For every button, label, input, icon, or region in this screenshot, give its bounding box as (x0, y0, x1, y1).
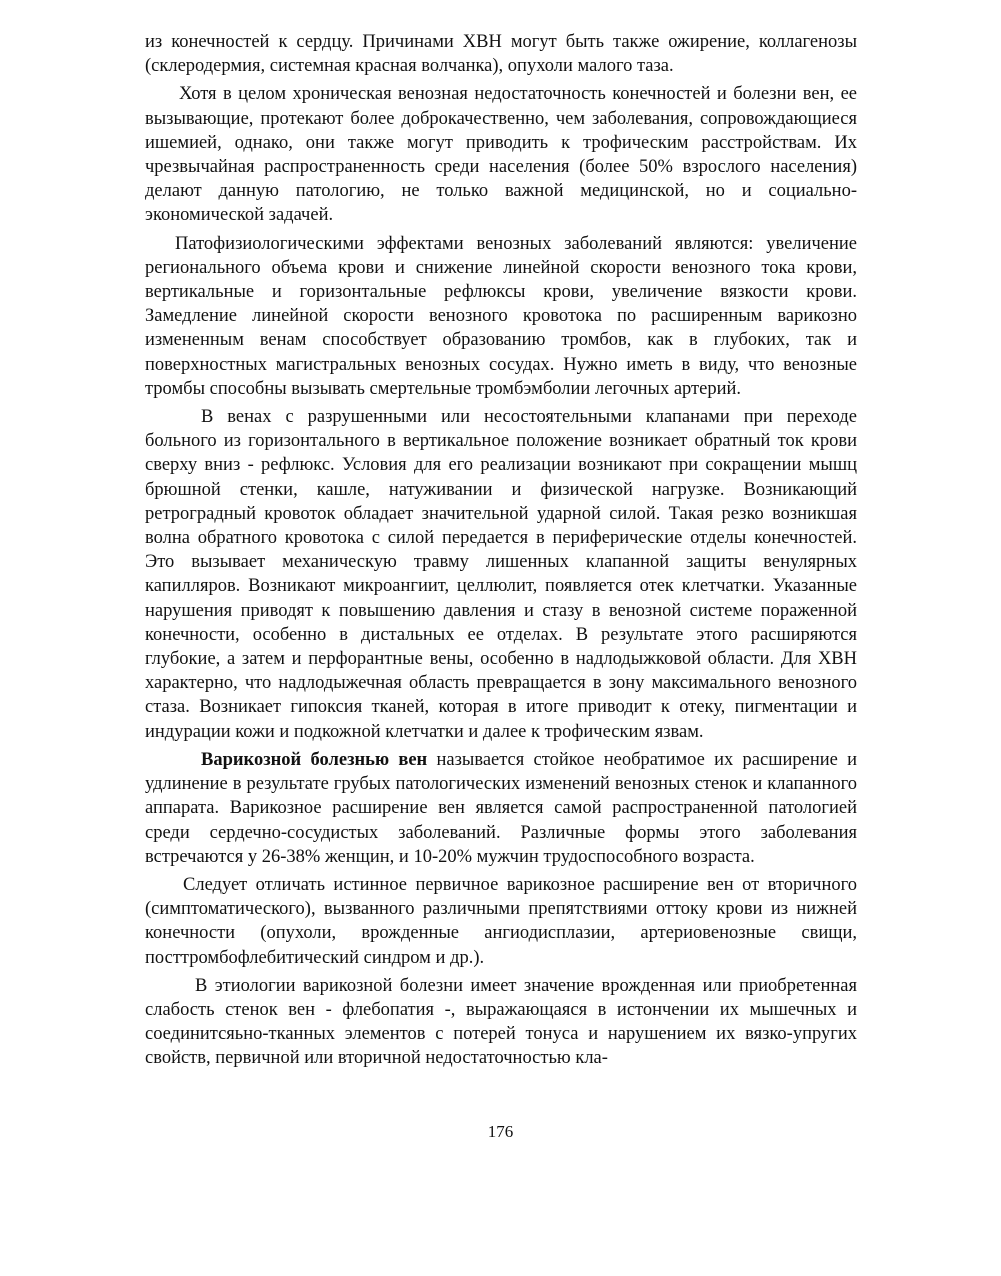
term-varicose-disease: Варикозной болезнью вен (201, 749, 428, 770)
paragraph-1: из конечностей к сердцу. Причинами ХВН могут быть также ожирение, коллагенозы (склеродермия, системная красная волчанка), опухоли малого таза. (145, 32, 857, 77)
paragraph-7: В этиологии варикозной болезни имеет значение врожденная или приобретенная слабость стенок вен - флебопатия -, выражающаяся в истончении их мышечных и соединитсяьно-тканных элементов с потерей тонуса и нарушением их вязко-упругих свойств, первичной или вторичной недостаточностью кла- (145, 975, 857, 1069)
document-body (145, 30, 857, 1075)
paragraph-4: В венах с разрушенными или несостоятельными клапанами при переходе больного из горизонтального в вертикальное положение возникает обратный ток крови сверху вниз - рефлюкс. Условия для его реализации возникают при сокращении мышц брюшной стенки, кашле, натуживании и физической нагрузке. Возникающий ретроградный кровоток обладает значительной ударной силой. Такая резко возникшая волна обратного кровотока с силой передается в периферические отделы конечностей. Это вызывает механическую травму лишенных клапанной защиты венулярных капилляров. Возникают микроангиит, целлюлит, появляется отек клетчатки. Указанные нарушения приводят к повышению давления и стазу в венозной системе пораженной конечности, особенно в дистальных ее отделах. В результате этого расширяются глубокие, а затем и перфорантные вены, особенно в надлодыжковой области. Для ХВН характерно, что надлодыжечная область превращается в зону максимального венозного стаза. Возникает гипоксия тканей, которая в итоге приводит к отеку, пигментации и индурации кожи и подкожной клетчатки и далее к трофическим язвам. (145, 407, 857, 742)
paragraph-5-text: называется стойкое необратимое их расширение и удлинение в результате грубых патологических изменений венозных стенок и клапанного аппарата. Варикозное расширение вен является самой распространенной патологией среди сердечно-сосудистых заболеваний. Различные формы этого заболевания встречаются у 26-38% женщин, и 10-20% мужчин трудоспособного возраста. (145, 749, 857, 867)
paragraph-5 (145, 748, 857, 869)
paragraph-6: Следует отличать истинное первичное варикозное расширение вен от вторичного (симптоматического), вызванного различными препятствиями оттоку крови из нижней конечности (опухоли, врожденные ангиодисплазии, артериовенозные свищи, посттромбофлебитический синдром и др.). (145, 874, 857, 968)
paragraph-2: Хотя в целом хроническая венозная недостаточность конечностей и болезни вен, ее вызывающие, протекают более доброкачественно, чем заболевания, сопровождающиеся ишемией, однако, они также могут приводить к трофическим расстройствам. Их чрезвычайная распространенность среди населения (более 50% взрослого населения) делают данную патологию, не только важной медицинской, но и социально-экономической задачей. (145, 84, 857, 226)
page-number: 176 (487, 1122, 514, 1141)
paragraph-3: Патофизиологическими эффектами венозных заболеваний являются: увеличение регионального объема крови и снижение линейной скорости венозного тока крови, вертикальные и горизонтальные рефлюксы крови, увеличение вязкости крови. Замедление линейной скорости венозного кровотока по расширенным варикозно измененным венам способствует образованию тромбов, как в глубоких, так и поверхностных магистральных венозных сосудах. Нужно иметь в виду, что венозные тромбы способны вызывать смертельные тромбэмболии легочных артерий. (145, 233, 857, 399)
